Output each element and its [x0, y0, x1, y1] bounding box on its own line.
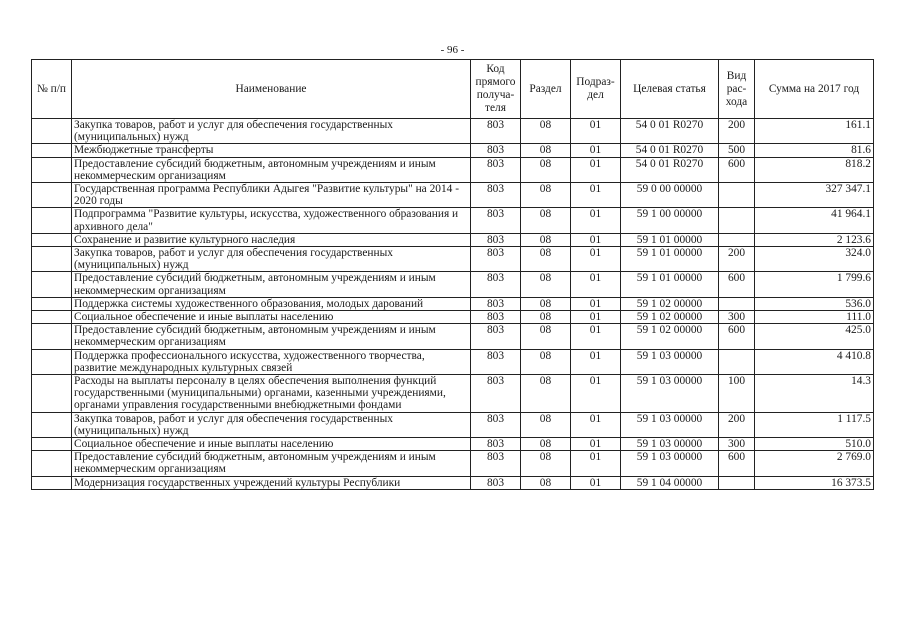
cell-sum: 161.1 [755, 119, 874, 144]
cell-subsection: 01 [571, 451, 621, 476]
cell-name: Закупка товаров, работ и услуг для обеспечения государственных (муниципальных) нужд [72, 247, 471, 272]
cell-num [32, 311, 72, 324]
column-header-target: Целевая статья [621, 60, 719, 119]
cell-kind: 600 [719, 157, 755, 182]
cell-num [32, 119, 72, 144]
cell-name: Социальное обеспечение и иные выплаты населению [72, 438, 471, 451]
cell-target: 59 1 02 00000 [621, 324, 719, 349]
cell-section: 08 [521, 375, 571, 413]
cell-subsection: 01 [571, 349, 621, 374]
cell-kind [719, 297, 755, 310]
cell-target: 59 1 00 00000 [621, 208, 719, 233]
column-header-section: Раздел [521, 60, 571, 119]
cell-num [32, 375, 72, 413]
column-header-subsection: Подраз-дел [571, 60, 621, 119]
cell-num [32, 157, 72, 182]
cell-code: 803 [471, 438, 521, 451]
cell-subsection: 01 [571, 247, 621, 272]
cell-section: 08 [521, 349, 571, 374]
cell-code: 803 [471, 144, 521, 157]
cell-target: 59 1 03 00000 [621, 451, 719, 476]
cell-code: 803 [471, 476, 521, 489]
table-row [32, 183, 874, 208]
cell-code: 803 [471, 324, 521, 349]
cell-sum: 41 964.1 [755, 208, 874, 233]
cell-sum: 111.0 [755, 311, 874, 324]
budget-table [31, 59, 874, 490]
cell-section: 08 [521, 311, 571, 324]
cell-section: 08 [521, 324, 571, 349]
cell-name: Поддержка профессионального искусства, художественного творчества, развитие международных культурных связей [72, 349, 471, 374]
cell-section: 08 [521, 119, 571, 144]
cell-section: 08 [521, 451, 571, 476]
cell-section: 08 [521, 247, 571, 272]
table-row [32, 324, 874, 349]
cell-kind: 200 [719, 247, 755, 272]
table-row [32, 157, 874, 182]
cell-sum: 324.0 [755, 247, 874, 272]
cell-code: 803 [471, 119, 521, 144]
cell-sum: 2 769.0 [755, 451, 874, 476]
column-header-code: Код прямого получа-теля [471, 60, 521, 119]
cell-num [32, 476, 72, 489]
cell-section: 08 [521, 412, 571, 437]
cell-name: Закупка товаров, работ и услуг для обеспечения государственных (муниципальных) нужд [72, 412, 471, 437]
cell-target: 59 1 01 00000 [621, 233, 719, 246]
cell-target: 59 1 03 00000 [621, 412, 719, 437]
cell-sum: 425.0 [755, 324, 874, 349]
cell-num [32, 233, 72, 246]
cell-subsection: 01 [571, 157, 621, 182]
cell-subsection: 01 [571, 476, 621, 489]
cell-kind: 300 [719, 438, 755, 451]
cell-name: Поддержка системы художественного образования, молодых дарований [72, 297, 471, 310]
cell-sum: 1 799.6 [755, 272, 874, 297]
cell-code: 803 [471, 183, 521, 208]
cell-kind: 300 [719, 311, 755, 324]
cell-num [32, 438, 72, 451]
cell-name: Предоставление субсидий бюджетным, автономным учреждениям и иным некоммерческим организациям [72, 272, 471, 297]
cell-subsection: 01 [571, 208, 621, 233]
cell-code: 803 [471, 349, 521, 374]
cell-sum: 327 347.1 [755, 183, 874, 208]
cell-kind: 200 [719, 119, 755, 144]
cell-sum: 16 373.5 [755, 476, 874, 489]
cell-subsection: 01 [571, 311, 621, 324]
cell-target: 54 0 01 R0270 [621, 144, 719, 157]
cell-code: 803 [471, 208, 521, 233]
cell-num [32, 324, 72, 349]
cell-num [32, 297, 72, 310]
cell-num [32, 247, 72, 272]
cell-target: 59 1 03 00000 [621, 375, 719, 413]
cell-section: 08 [521, 208, 571, 233]
table-row [32, 451, 874, 476]
cell-subsection: 01 [571, 144, 621, 157]
cell-code: 803 [471, 157, 521, 182]
cell-kind: 200 [719, 412, 755, 437]
cell-subsection: 01 [571, 324, 621, 349]
cell-kind: 600 [719, 272, 755, 297]
page-number: - 96 - [440, 44, 465, 56]
cell-section: 08 [521, 438, 571, 451]
column-header-kind: Вид рас-хода [719, 60, 755, 119]
cell-sum: 4 410.8 [755, 349, 874, 374]
cell-num [32, 208, 72, 233]
cell-target: 59 1 02 00000 [621, 311, 719, 324]
cell-code: 803 [471, 233, 521, 246]
cell-subsection: 01 [571, 183, 621, 208]
cell-sum: 1 117.5 [755, 412, 874, 437]
cell-code: 803 [471, 412, 521, 437]
cell-kind [719, 208, 755, 233]
cell-subsection: 01 [571, 375, 621, 413]
cell-name: Межбюджетные трансферты [72, 144, 471, 157]
table-body [32, 119, 874, 490]
cell-target: 59 1 01 00000 [621, 272, 719, 297]
table-row [32, 144, 874, 157]
cell-sum: 81.6 [755, 144, 874, 157]
cell-sum: 510.0 [755, 438, 874, 451]
cell-target: 59 1 02 00000 [621, 297, 719, 310]
cell-kind: 600 [719, 451, 755, 476]
cell-kind [719, 349, 755, 374]
cell-code: 803 [471, 375, 521, 413]
column-header-num: № п/п [32, 60, 72, 119]
cell-name: Подпрограмма "Развитие культуры, искусства, художественного образования и архивного дела" [72, 208, 471, 233]
cell-name: Расходы на выплаты персоналу в целях обеспечения выполнения функций государственными (муниципальными) органами, казенными учреждениями, органами управления государственными внебюджетными фондами [72, 375, 471, 413]
cell-section: 08 [521, 297, 571, 310]
column-header-sum: Сумма на 2017 год [755, 60, 874, 119]
cell-sum: 2 123.6 [755, 233, 874, 246]
table-row [32, 476, 874, 489]
cell-kind: 100 [719, 375, 755, 413]
cell-kind [719, 233, 755, 246]
table-row [32, 311, 874, 324]
cell-code: 803 [471, 247, 521, 272]
table-row [32, 272, 874, 297]
cell-kind: 600 [719, 324, 755, 349]
cell-num [32, 412, 72, 437]
cell-name: Предоставление субсидий бюджетным, автономным учреждениям и иным некоммерческим организациям [72, 451, 471, 476]
cell-subsection: 01 [571, 297, 621, 310]
cell-name: Предоставление субсидий бюджетным, автономным учреждениям и иным некоммерческим организациям [72, 157, 471, 182]
cell-num [32, 349, 72, 374]
cell-name: Сохранение и развитие культурного наследия [72, 233, 471, 246]
cell-num [32, 451, 72, 476]
table-row [32, 119, 874, 144]
cell-section: 08 [521, 157, 571, 182]
table-row [32, 349, 874, 374]
cell-target: 54 0 01 R0270 [621, 157, 719, 182]
cell-subsection: 01 [571, 412, 621, 437]
cell-code: 803 [471, 272, 521, 297]
cell-section: 08 [521, 272, 571, 297]
cell-name: Закупка товаров, работ и услуг для обеспечения государственных (муниципальных) нужд [72, 119, 471, 144]
cell-section: 08 [521, 183, 571, 208]
cell-sum: 14.3 [755, 375, 874, 413]
cell-target: 59 1 03 00000 [621, 438, 719, 451]
cell-section: 08 [521, 144, 571, 157]
table-row [32, 297, 874, 310]
cell-section: 08 [521, 233, 571, 246]
cell-subsection: 01 [571, 233, 621, 246]
table-row [32, 438, 874, 451]
table-row [32, 247, 874, 272]
cell-subsection: 01 [571, 119, 621, 144]
cell-target: 59 1 03 00000 [621, 349, 719, 374]
cell-kind [719, 476, 755, 489]
cell-num [32, 183, 72, 208]
cell-sum: 818.2 [755, 157, 874, 182]
cell-code: 803 [471, 311, 521, 324]
cell-target: 59 0 00 00000 [621, 183, 719, 208]
table-header-row [32, 60, 874, 119]
cell-subsection: 01 [571, 272, 621, 297]
column-header-name: Наименование [72, 60, 471, 119]
cell-kind [719, 183, 755, 208]
table-row [32, 412, 874, 437]
table-row [32, 233, 874, 246]
cell-name: Социальное обеспечение и иные выплаты населению [72, 311, 471, 324]
cell-num [32, 272, 72, 297]
cell-name: Государственная программа Республики Адыгея "Развитие культуры" на 2014 - 2020 годы [72, 183, 471, 208]
table-row [32, 375, 874, 413]
cell-name: Предоставление субсидий бюджетным, автономным учреждениям и иным некоммерческим организациям [72, 324, 471, 349]
cell-section: 08 [521, 476, 571, 489]
cell-target: 59 1 01 00000 [621, 247, 719, 272]
table-row [32, 208, 874, 233]
cell-kind: 500 [719, 144, 755, 157]
cell-sum: 536.0 [755, 297, 874, 310]
cell-num [32, 144, 72, 157]
cell-target: 54 0 01 R0270 [621, 119, 719, 144]
cell-name: Модернизация государственных учреждений культуры Республики [72, 476, 471, 489]
cell-subsection: 01 [571, 438, 621, 451]
cell-code: 803 [471, 297, 521, 310]
cell-code: 803 [471, 451, 521, 476]
cell-target: 59 1 04 00000 [621, 476, 719, 489]
